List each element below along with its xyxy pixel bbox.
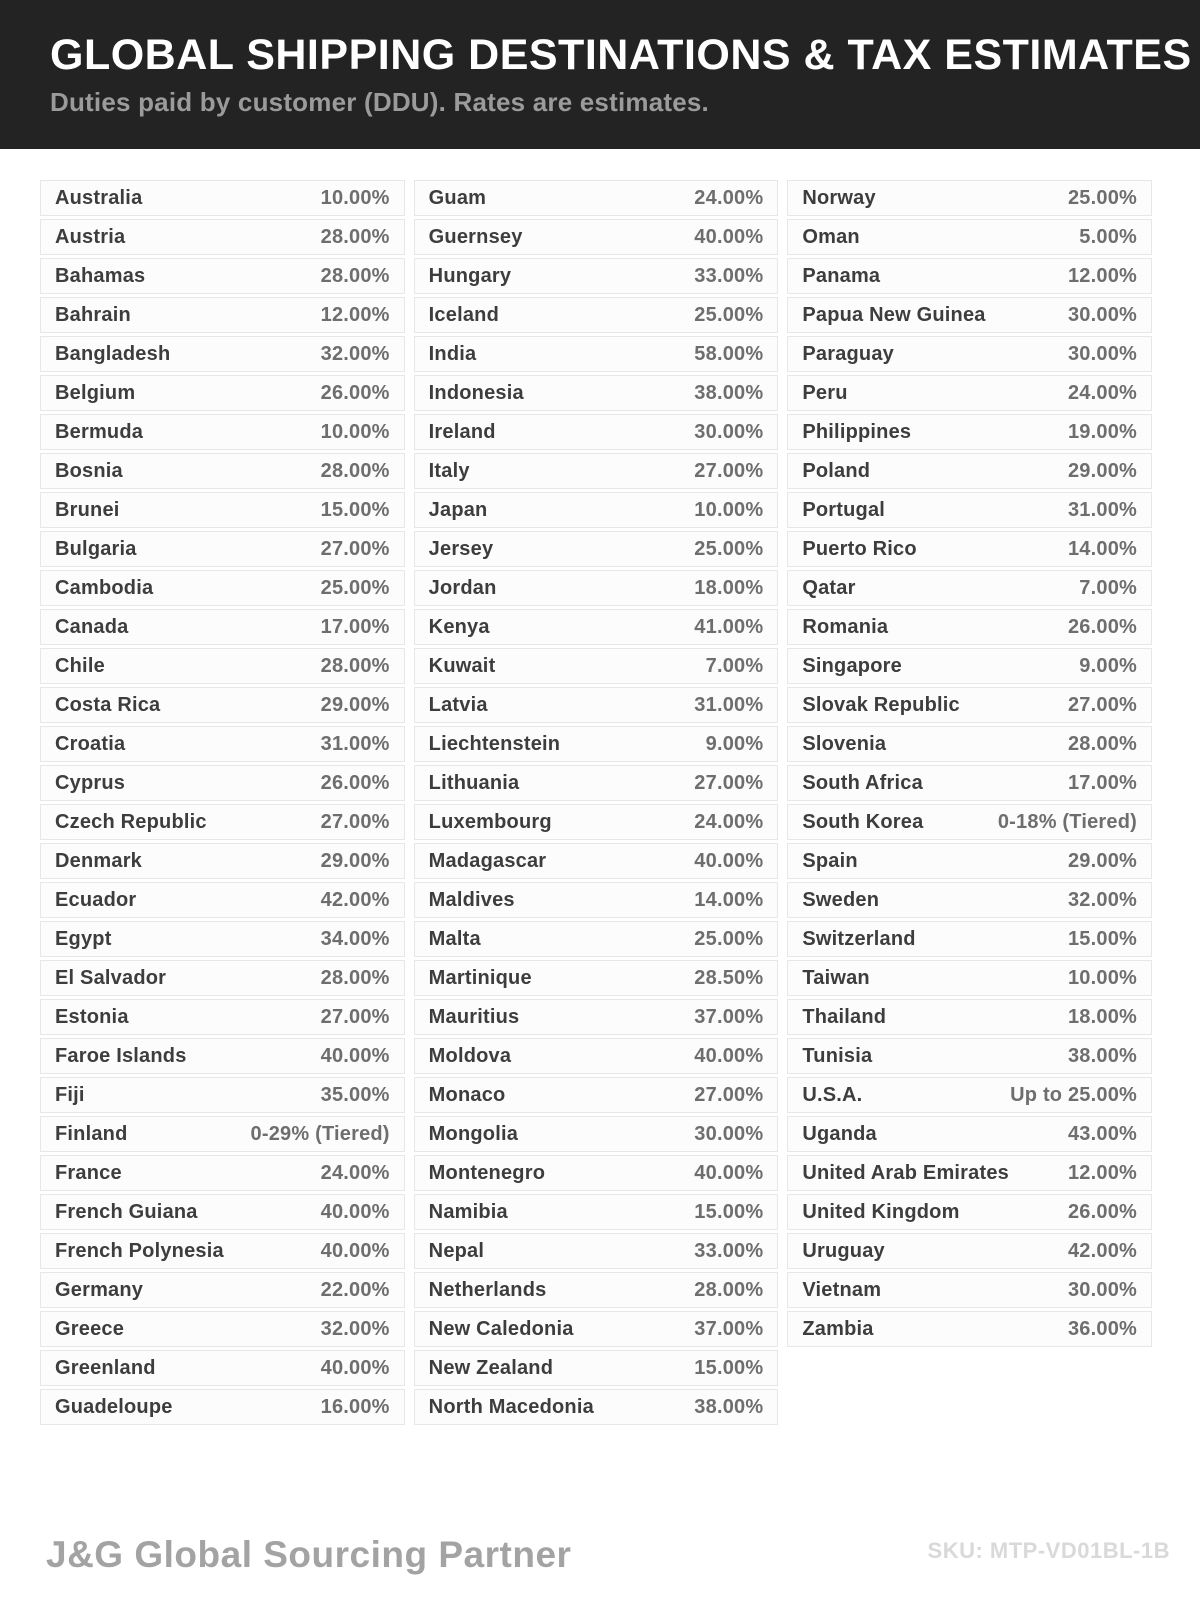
country-name: Peru	[802, 381, 848, 404]
page-title: GLOBAL SHIPPING DESTINATIONS & TAX ESTIMATES	[50, 31, 1192, 79]
country-name: Indonesia	[428, 381, 524, 404]
country-name: Egypt	[55, 927, 112, 950]
brand-name: J&G Global Sourcing Partner	[46, 1534, 572, 1575]
tax-rate: 26.00%	[320, 381, 390, 404]
country-name: Austria	[55, 225, 126, 248]
tax-rate: 30.00%	[694, 1122, 764, 1145]
country-name: Japan	[428, 498, 488, 521]
table-row	[414, 609, 779, 645]
tax-rate: 25.00%	[1067, 186, 1138, 209]
country-name: Bermuda	[55, 420, 144, 443]
country-name: France	[55, 1161, 122, 1184]
table-row	[414, 921, 779, 957]
tax-rate: 18.00%	[694, 576, 764, 599]
table-row	[40, 1233, 405, 1269]
country-name: Chile	[55, 654, 105, 677]
tax-rate: 42.00%	[1067, 1239, 1138, 1262]
country-name: New Zealand	[428, 1356, 554, 1379]
tax-rate: 10.00%	[320, 186, 390, 209]
country-name: Faroe Islands	[55, 1044, 187, 1067]
tax-rate: 26.00%	[320, 771, 390, 794]
tax-rate: 0-29% (Tiered)	[250, 1122, 390, 1145]
country-name: Bulgaria	[55, 537, 137, 560]
table-row	[40, 1077, 405, 1113]
table-row	[414, 882, 779, 918]
tax-rate: 24.00%	[1067, 381, 1138, 404]
country-name: Slovenia	[802, 732, 887, 755]
table-row	[40, 843, 405, 879]
table-row	[414, 180, 779, 216]
tax-rate: 27.00%	[694, 1083, 764, 1106]
tax-rate: 41.00%	[694, 615, 764, 638]
table-row	[414, 765, 779, 801]
country-name: Papua New Guinea	[802, 303, 986, 326]
table-row	[414, 219, 779, 255]
country-name: Martinique	[428, 966, 532, 989]
tax-rate: 10.00%	[320, 420, 390, 443]
table-row	[787, 804, 1152, 840]
table-row	[40, 999, 405, 1035]
country-name: Costa Rica	[55, 693, 161, 716]
table-row	[40, 1311, 405, 1347]
tax-column-1	[40, 180, 405, 1428]
table-row	[787, 1077, 1152, 1113]
tax-rate: 27.00%	[320, 537, 390, 560]
table-row	[414, 297, 779, 333]
country-name: Switzerland	[802, 927, 916, 950]
table-row	[787, 726, 1152, 762]
country-name: Cyprus	[55, 771, 126, 794]
country-name: Cambodia	[55, 576, 154, 599]
country-name: U.S.A.	[802, 1083, 863, 1106]
country-name: Romania	[802, 615, 889, 638]
table-row	[414, 843, 779, 879]
tax-rate: 40.00%	[694, 1044, 764, 1067]
table-row	[787, 180, 1152, 216]
tax-rate: 30.00%	[1067, 1278, 1138, 1301]
country-name: Singapore	[802, 654, 902, 677]
country-name: Panama	[802, 264, 881, 287]
country-name: Germany	[55, 1278, 144, 1301]
country-name: Luxembourg	[428, 810, 552, 833]
country-name: Monaco	[428, 1083, 506, 1106]
tax-rate: 32.00%	[1067, 888, 1138, 911]
country-name: Bosnia	[55, 459, 123, 482]
tax-rate: 33.00%	[694, 1239, 764, 1262]
tax-rate: 19.00%	[1067, 420, 1138, 443]
table-row	[40, 765, 405, 801]
country-name: United Kingdom	[802, 1200, 960, 1223]
table-row	[40, 375, 405, 411]
country-name: Estonia	[55, 1005, 129, 1028]
tax-rate: 43.00%	[1067, 1122, 1138, 1145]
country-name: Canada	[55, 615, 129, 638]
tax-table	[0, 149, 1200, 1428]
table-row	[787, 1311, 1152, 1347]
country-name: Brunei	[55, 498, 120, 521]
table-row	[414, 570, 779, 606]
tax-rate: 28.00%	[320, 654, 390, 677]
tax-rate: 24.00%	[694, 810, 764, 833]
sku-label: SKU: MTP-VD01BL-1B	[927, 1538, 1170, 1563]
country-name: El Salvador	[55, 966, 167, 989]
tax-rate: 40.00%	[320, 1200, 390, 1223]
table-row	[787, 921, 1152, 957]
country-name: Poland	[802, 459, 871, 482]
country-name: Italy	[428, 459, 470, 482]
tax-rate: 24.00%	[694, 186, 764, 209]
country-name: Malta	[428, 927, 481, 950]
country-name: Slovak Republic	[802, 693, 960, 716]
table-row	[787, 219, 1152, 255]
tax-rate: 9.00%	[1079, 654, 1138, 677]
tax-rate: 7.00%	[705, 654, 764, 677]
tax-rate: 40.00%	[694, 225, 764, 248]
table-row	[787, 336, 1152, 372]
country-name: Croatia	[55, 732, 126, 755]
table-row	[40, 453, 405, 489]
table-row	[414, 414, 779, 450]
table-row	[414, 1077, 779, 1113]
table-row	[414, 531, 779, 567]
table-row	[787, 453, 1152, 489]
country-name: Kuwait	[428, 654, 496, 677]
country-name: Kenya	[428, 615, 490, 638]
country-name: United Arab Emirates	[802, 1161, 1009, 1184]
table-row	[787, 609, 1152, 645]
country-name: Puerto Rico	[802, 537, 917, 560]
country-name: Qatar	[802, 576, 856, 599]
country-name: Tunisia	[802, 1044, 873, 1067]
table-row	[787, 297, 1152, 333]
table-row	[414, 1116, 779, 1152]
tax-rate: 40.00%	[320, 1044, 390, 1067]
table-row	[414, 726, 779, 762]
country-name: Belgium	[55, 381, 136, 404]
country-name: Jordan	[428, 576, 497, 599]
tax-rate: 22.00%	[320, 1278, 390, 1301]
tax-rate: 10.00%	[694, 498, 764, 521]
country-name: South Africa	[802, 771, 923, 794]
table-row	[414, 1272, 779, 1308]
table-row	[787, 687, 1152, 723]
tax-rate: 40.00%	[694, 849, 764, 872]
table-row	[787, 531, 1152, 567]
tax-rate: 9.00%	[705, 732, 764, 755]
tax-rate: 14.00%	[1067, 537, 1138, 560]
country-name: Sweden	[802, 888, 880, 911]
tax-rate: 28.00%	[694, 1278, 764, 1301]
page-footer	[46, 1536, 1170, 1573]
tax-rate: 26.00%	[1067, 615, 1138, 638]
table-row	[787, 492, 1152, 528]
tax-rate: 17.00%	[320, 615, 390, 638]
tax-rate: 29.00%	[320, 693, 390, 716]
table-row	[787, 1272, 1152, 1308]
table-row	[40, 492, 405, 528]
table-row	[414, 960, 779, 996]
table-row	[40, 336, 405, 372]
country-name: Netherlands	[428, 1278, 547, 1301]
table-row	[414, 375, 779, 411]
table-row	[414, 1311, 779, 1347]
country-name: Montenegro	[428, 1161, 546, 1184]
table-row	[40, 648, 405, 684]
table-row	[787, 1194, 1152, 1230]
table-row	[414, 687, 779, 723]
tax-rate: 38.00%	[694, 1395, 764, 1418]
country-name: Nepal	[428, 1239, 485, 1262]
country-name: Greece	[55, 1317, 125, 1340]
tax-rate: 40.00%	[320, 1239, 390, 1262]
country-name: Zambia	[802, 1317, 874, 1340]
tax-rate: 38.00%	[694, 381, 764, 404]
table-row	[40, 726, 405, 762]
table-row	[40, 297, 405, 333]
country-name: Denmark	[55, 849, 142, 872]
country-name: Finland	[55, 1122, 128, 1145]
tax-rate: 29.00%	[1067, 459, 1138, 482]
tax-rate: 26.00%	[1067, 1200, 1138, 1223]
country-name: Mongolia	[428, 1122, 519, 1145]
tax-rate: 40.00%	[694, 1161, 764, 1184]
table-row	[40, 531, 405, 567]
tax-rate: 37.00%	[694, 1317, 764, 1340]
country-name: Moldova	[428, 1044, 512, 1067]
tax-rate: 25.00%	[694, 303, 764, 326]
country-name: Mauritius	[428, 1005, 520, 1028]
tax-rate: 27.00%	[320, 1005, 390, 1028]
country-name: North Macedonia	[428, 1395, 594, 1418]
table-row	[787, 375, 1152, 411]
tax-rate: 32.00%	[320, 1317, 390, 1340]
table-row	[40, 1116, 405, 1152]
tax-rate: 28.00%	[320, 225, 390, 248]
table-row	[40, 414, 405, 450]
tax-rate: 28.00%	[1067, 732, 1138, 755]
table-row	[787, 999, 1152, 1035]
tax-rate: 25.00%	[320, 576, 390, 599]
country-name: Bahamas	[55, 264, 146, 287]
table-row	[40, 960, 405, 996]
table-row	[40, 219, 405, 255]
tax-rate: 42.00%	[320, 888, 390, 911]
table-row	[787, 960, 1152, 996]
tax-rate: 36.00%	[1067, 1317, 1138, 1340]
table-row	[40, 1350, 405, 1386]
table-row	[414, 492, 779, 528]
table-row	[787, 1116, 1152, 1152]
country-name: Liechtenstein	[428, 732, 561, 755]
country-name: Guadeloupe	[55, 1395, 173, 1418]
country-name: Australia	[55, 186, 143, 209]
country-name: Czech Republic	[55, 810, 207, 833]
tax-rate: 0-18% (Tiered)	[997, 810, 1138, 833]
tax-rate: 35.00%	[320, 1083, 390, 1106]
table-row	[414, 1038, 779, 1074]
country-name: French Guiana	[55, 1200, 198, 1223]
country-name: Taiwan	[802, 966, 870, 989]
tax-rate: 28.00%	[320, 459, 390, 482]
tax-rate: 32.00%	[320, 342, 390, 365]
tax-rate: 17.00%	[1067, 771, 1138, 794]
country-name: Ecuador	[55, 888, 137, 911]
country-name: Madagascar	[428, 849, 547, 872]
country-name: Paraguay	[802, 342, 894, 365]
tax-rate: 15.00%	[320, 498, 390, 521]
country-name: Fiji	[55, 1083, 85, 1106]
tax-rate: 27.00%	[1067, 693, 1138, 716]
table-row	[414, 1233, 779, 1269]
country-name: Greenland	[55, 1356, 156, 1379]
tax-rate: 30.00%	[694, 420, 764, 443]
tax-rate: 30.00%	[1067, 342, 1138, 365]
tax-rate: 25.00%	[694, 927, 764, 950]
table-row	[787, 414, 1152, 450]
country-name: Guam	[428, 186, 487, 209]
tax-column-2	[414, 180, 779, 1428]
table-row	[787, 1155, 1152, 1191]
table-row	[40, 1272, 405, 1308]
tax-rate: 33.00%	[694, 264, 764, 287]
country-name: Jersey	[428, 537, 494, 560]
tax-rate: 27.00%	[694, 459, 764, 482]
table-row	[40, 804, 405, 840]
table-row	[40, 1155, 405, 1191]
tax-rate: 29.00%	[1067, 849, 1138, 872]
tax-rate: 29.00%	[320, 849, 390, 872]
tax-rate: 30.00%	[1067, 303, 1138, 326]
table-row	[40, 1194, 405, 1230]
table-row	[787, 258, 1152, 294]
tax-rate: 28.00%	[320, 966, 390, 989]
country-name: Norway	[802, 186, 876, 209]
table-row	[414, 1155, 779, 1191]
country-name: Bangladesh	[55, 342, 171, 365]
table-row	[787, 1038, 1152, 1074]
country-name: Maldives	[428, 888, 515, 911]
tax-rate: 40.00%	[320, 1356, 390, 1379]
table-row	[787, 1233, 1152, 1269]
tax-rate: 31.00%	[1067, 498, 1138, 521]
tax-rate: 25.00%	[694, 537, 764, 560]
country-name: Spain	[802, 849, 858, 872]
country-name: Guernsey	[428, 225, 523, 248]
table-row	[787, 765, 1152, 801]
country-name: New Caledonia	[428, 1317, 574, 1340]
tax-rate: 28.50%	[694, 966, 764, 989]
country-name: South Korea	[802, 810, 924, 833]
tax-rate: 58.00%	[694, 342, 764, 365]
table-row	[40, 570, 405, 606]
country-name: Uganda	[802, 1122, 877, 1145]
table-row	[414, 258, 779, 294]
table-row	[40, 882, 405, 918]
tax-rate: 24.00%	[320, 1161, 390, 1184]
country-name: Vietnam	[802, 1278, 882, 1301]
tax-rate: 12.00%	[1067, 264, 1138, 287]
table-row	[40, 180, 405, 216]
country-name: Uruguay	[802, 1239, 885, 1262]
tax-rate: 31.00%	[320, 732, 390, 755]
table-row	[414, 648, 779, 684]
table-row	[414, 1389, 779, 1425]
tax-rate: 12.00%	[320, 303, 390, 326]
table-row	[40, 609, 405, 645]
table-row	[40, 921, 405, 957]
table-row	[787, 843, 1152, 879]
table-row	[40, 1389, 405, 1425]
tax-rate: 16.00%	[320, 1395, 390, 1418]
tax-rate: 37.00%	[694, 1005, 764, 1028]
table-row	[414, 1350, 779, 1386]
country-name: Philippines	[802, 420, 912, 443]
page-header	[0, 0, 1200, 149]
tax-rate: 34.00%	[320, 927, 390, 950]
table-row	[787, 882, 1152, 918]
country-name: Bahrain	[55, 303, 131, 326]
tax-rate: 14.00%	[694, 888, 764, 911]
country-name: Hungary	[428, 264, 512, 287]
country-name: French Polynesia	[55, 1239, 224, 1262]
table-row	[40, 1038, 405, 1074]
tax-rate: 27.00%	[320, 810, 390, 833]
table-row	[414, 336, 779, 372]
table-row	[414, 1194, 779, 1230]
tax-rate: 15.00%	[694, 1356, 764, 1379]
country-name: Latvia	[428, 693, 488, 716]
country-name: Iceland	[428, 303, 499, 326]
tax-rate: 38.00%	[1067, 1044, 1138, 1067]
table-row	[40, 687, 405, 723]
tax-rate: 5.00%	[1079, 225, 1138, 248]
tax-rate: 7.00%	[1079, 576, 1138, 599]
country-name: Ireland	[428, 420, 496, 443]
tax-rate: 15.00%	[694, 1200, 764, 1223]
table-row	[414, 804, 779, 840]
tax-rate: 31.00%	[694, 693, 764, 716]
country-name: Oman	[802, 225, 860, 248]
tax-rate: 12.00%	[1067, 1161, 1138, 1184]
tax-rate: Up to 25.00%	[1010, 1083, 1138, 1106]
country-name: Thailand	[802, 1005, 887, 1028]
table-row	[414, 999, 779, 1035]
tax-rate: 27.00%	[694, 771, 764, 794]
country-name: India	[428, 342, 477, 365]
table-row	[787, 570, 1152, 606]
tax-rate: 10.00%	[1067, 966, 1138, 989]
country-name: Portugal	[802, 498, 886, 521]
page-subtitle: Duties paid by customer (DDU). Rates are estimates.	[50, 87, 709, 118]
table-row	[40, 258, 405, 294]
country-name: Lithuania	[428, 771, 520, 794]
table-row	[787, 648, 1152, 684]
table-row	[414, 453, 779, 489]
country-name: Namibia	[428, 1200, 508, 1223]
tax-column-3	[787, 180, 1152, 1428]
tax-rate: 18.00%	[1067, 1005, 1138, 1028]
tax-rate: 28.00%	[320, 264, 390, 287]
tax-rate: 15.00%	[1067, 927, 1138, 950]
